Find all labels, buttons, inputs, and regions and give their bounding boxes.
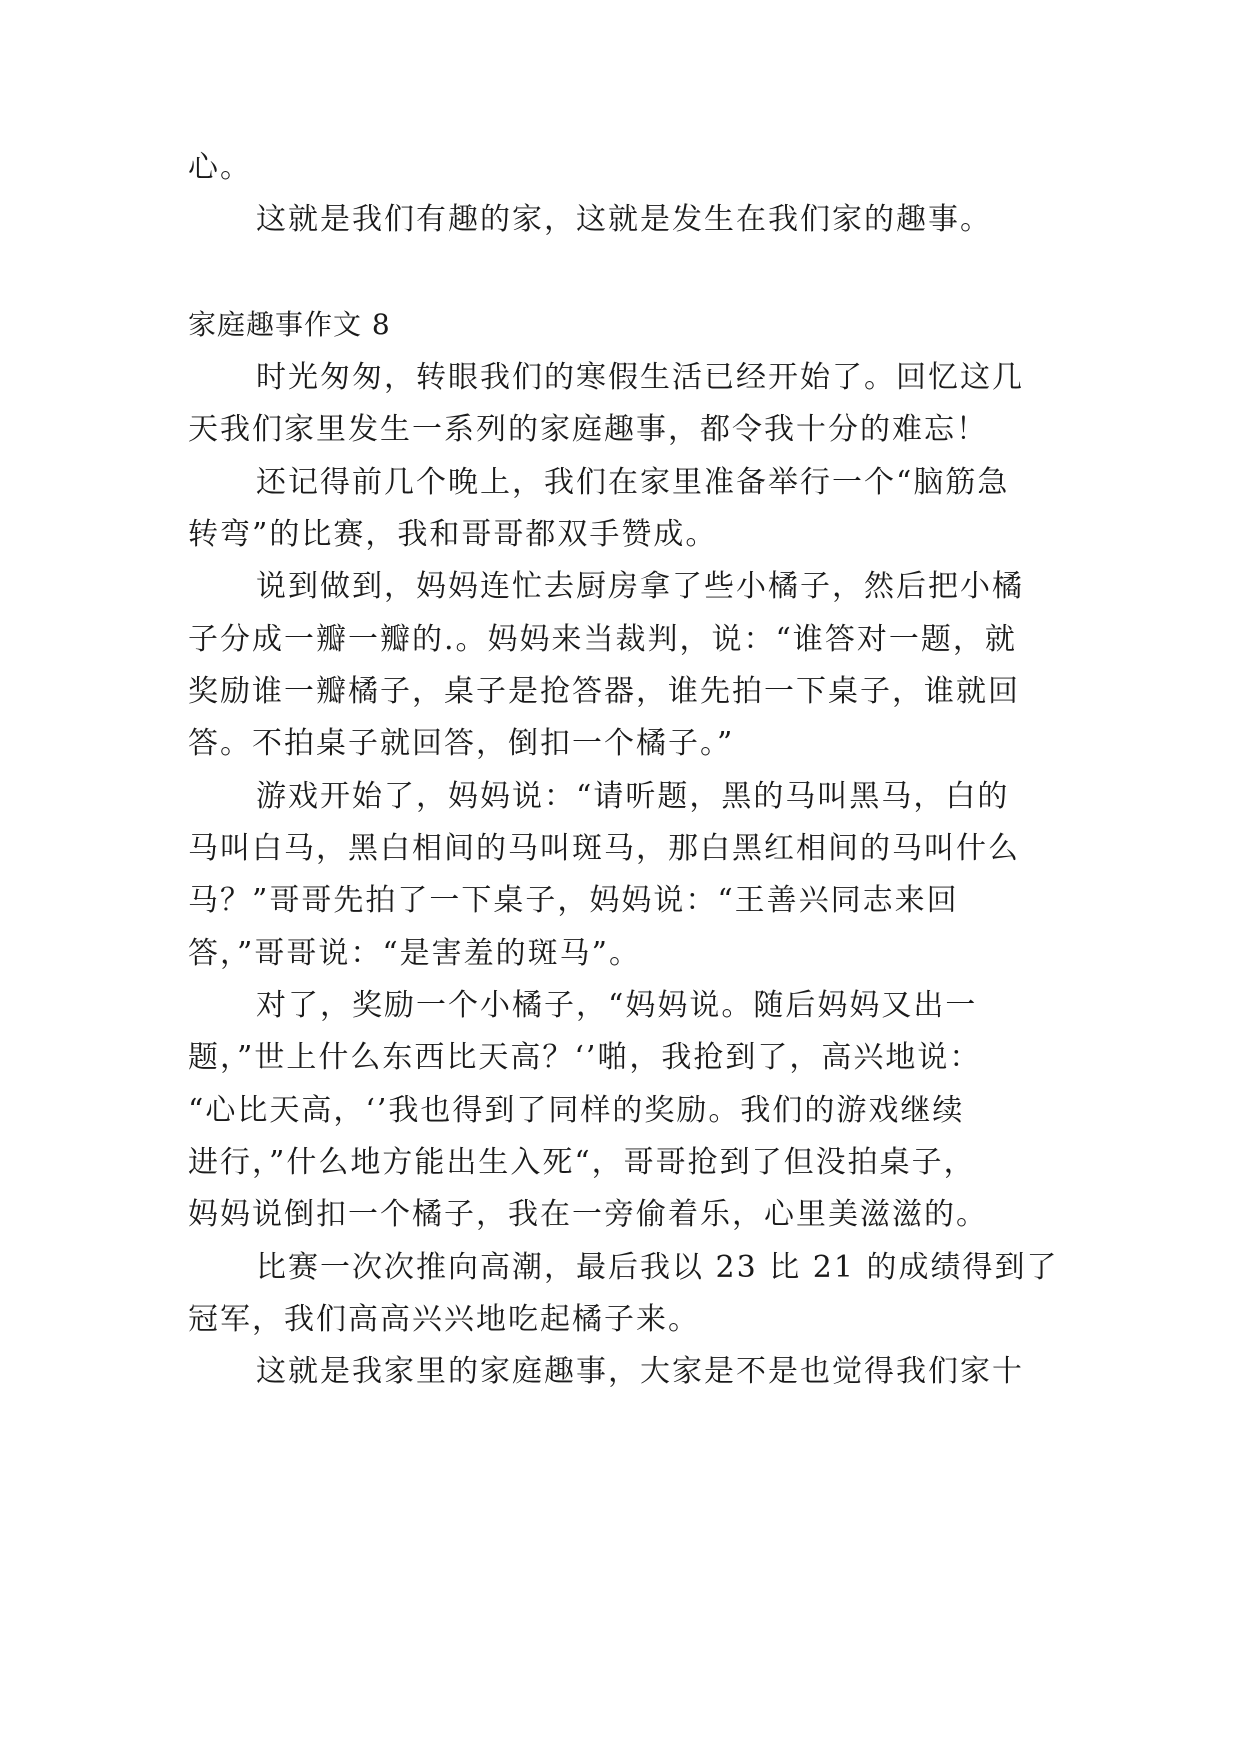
text-line: 时光匆匆，转眼我们的寒假生活已经开始了。回忆这几 bbox=[256, 360, 1024, 395]
text-line: 马叫白马，黑白相间的马叫斑马，那白黑红相间的马叫什么 bbox=[188, 831, 1020, 866]
section-heading: 家庭趣事作文 8 bbox=[188, 308, 391, 341]
text-line: 心。 bbox=[188, 150, 252, 185]
text-line: 这就是我们有趣的家，这就是发生在我们家的趣事。 bbox=[256, 202, 992, 237]
text-line: 这就是我家里的家庭趣事，大家是不是也觉得我们家十 bbox=[256, 1354, 1024, 1389]
text-line: 比赛一次次推向高潮，最后我以 23 比 21 的成绩得到了 bbox=[256, 1250, 1059, 1285]
text-line: 马？”哥哥先拍了一下桌子，妈妈说：“王善兴同志来回 bbox=[188, 883, 959, 918]
text-line: 妈妈说倒扣一个橘子，我在一旁偷着乐，心里美滋滋的。 bbox=[188, 1197, 988, 1232]
text-line: 游戏开始了，妈妈说：“请听题，黑的马叫黑马，白的 bbox=[256, 779, 1010, 814]
text-line: 答，”哥哥说：“是害羞的斑马”。 bbox=[188, 936, 642, 971]
text-line: 题，”世上什么东西比天高？‘’啪，我抢到了，高兴地说： bbox=[188, 1040, 982, 1075]
text-line: 转弯”的比赛，我和哥哥都双手赞成。 bbox=[188, 517, 718, 552]
text-line: 冠军，我们高高兴兴地吃起橘子来。 bbox=[188, 1302, 700, 1337]
text-line: 还记得前几个晚上，我们在家里准备举行一个“脑筋急 bbox=[256, 465, 1010, 500]
text-line: 子分成一瓣一瓣的.。妈妈来当裁判，说：“谁答对一题，就 bbox=[188, 622, 1017, 657]
text-line: 进行，”什么地方能出生入死“，哥哥抢到了但没拍桌子， bbox=[188, 1145, 976, 1180]
text-line: 说到做到，妈妈连忙去厨房拿了些小橘子，然后把小橘 bbox=[256, 569, 1024, 604]
text-line: 奖励谁一瓣橘子，桌子是抢答器，谁先拍一下桌子，谁就回 bbox=[188, 674, 1020, 709]
text-line: 天我们家里发生一系列的家庭趣事，都令我十分的难忘！ bbox=[188, 412, 988, 447]
text-line: 对了，奖励一个小橘子，“妈妈说。随后妈妈又出一 bbox=[256, 988, 978, 1023]
text-line: “心比天高，‘’我也得到了同样的奖励。我们的游戏继续 bbox=[188, 1093, 965, 1128]
text-line: 答。不拍桌子就回答，倒扣一个橘子。” bbox=[188, 726, 735, 761]
